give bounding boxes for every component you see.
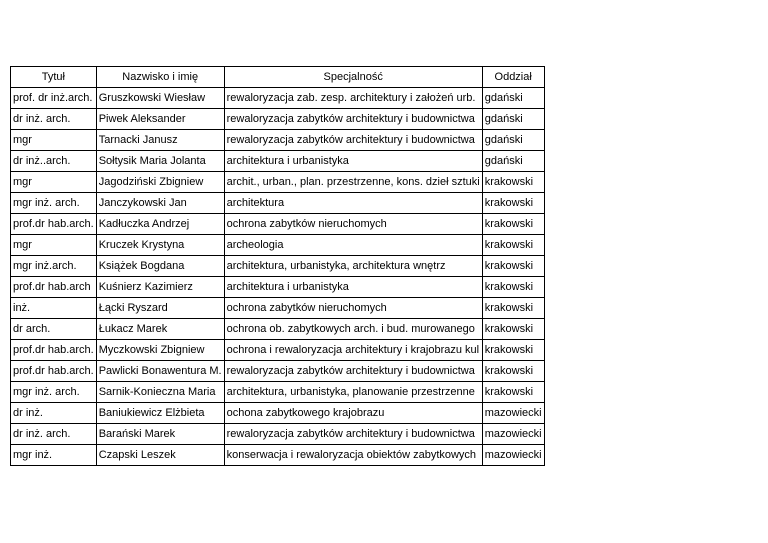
- cell-specialty: rewaloryzacja zabytków architektury i budownictwa: [224, 424, 482, 445]
- cell-name: Kruczek Krystyna: [96, 235, 224, 256]
- cell-title: mgr inż.: [11, 445, 97, 466]
- cell-title: mgr: [11, 130, 97, 151]
- cell-specialty: rewaloryzacja zab. zesp. architektury i założeń urb.: [224, 88, 482, 109]
- cell-title: mgr inż.arch.: [11, 256, 97, 277]
- cell-name: Janczykowski Jan: [96, 193, 224, 214]
- cell-name: Myczkowski Zbigniew: [96, 340, 224, 361]
- cell-branch: mazowiecki: [482, 445, 544, 466]
- cell-branch: mazowiecki: [482, 403, 544, 424]
- table-row: [11, 277, 545, 298]
- cell-title: dr inż.: [11, 403, 97, 424]
- cell-specialty: architektura, urbanistyka, planowanie przestrzenne: [224, 382, 482, 403]
- cell-name: Kadłuczka Andrzej: [96, 214, 224, 235]
- cell-branch: krakowski: [482, 214, 544, 235]
- cell-name: Piwek Aleksander: [96, 109, 224, 130]
- table-row: [11, 298, 545, 319]
- cell-specialty: architektura i urbanistyka: [224, 151, 482, 172]
- table-row: [11, 151, 545, 172]
- cell-branch: gdański: [482, 88, 544, 109]
- table-row: [11, 172, 545, 193]
- header-branch: Oddział: [482, 67, 544, 88]
- cell-name: Sołtysik Maria Jolanta: [96, 151, 224, 172]
- cell-name: Pawlicki Bonawentura M.: [96, 361, 224, 382]
- table-row: [11, 403, 545, 424]
- cell-title: prof. dr inż.arch.: [11, 88, 97, 109]
- header-specialty: Specjalność: [224, 67, 482, 88]
- cell-name: Jagodziński Zbigniew: [96, 172, 224, 193]
- cell-title: dr inż..arch.: [11, 151, 97, 172]
- cell-branch: mazowiecki: [482, 424, 544, 445]
- table-row: [11, 256, 545, 277]
- cell-specialty: architektura, urbanistyka, architektura wnętrz: [224, 256, 482, 277]
- cell-specialty: rewaloryzacja zabytków architektury i budownictwa: [224, 130, 482, 151]
- cell-title: mgr: [11, 172, 97, 193]
- cell-title: mgr inż. arch.: [11, 382, 97, 403]
- table-body: [11, 88, 545, 466]
- cell-title: dr arch.: [11, 319, 97, 340]
- cell-branch: krakowski: [482, 319, 544, 340]
- table-row: [11, 382, 545, 403]
- cell-branch: krakowski: [482, 382, 544, 403]
- cell-name: Sarnik-Konieczna Maria: [96, 382, 224, 403]
- cell-specialty: ochrona zabytków nieruchomych: [224, 214, 482, 235]
- cell-title: dr inż. arch.: [11, 109, 97, 130]
- cell-branch: gdański: [482, 109, 544, 130]
- table-row: [11, 235, 545, 256]
- cell-name: Tarnacki Janusz: [96, 130, 224, 151]
- cell-specialty: konserwacja i rewaloryzacja obiektów zabytkowych: [224, 445, 482, 466]
- cell-branch: krakowski: [482, 256, 544, 277]
- cell-title: inż.: [11, 298, 97, 319]
- cell-branch: krakowski: [482, 361, 544, 382]
- cell-branch: krakowski: [482, 298, 544, 319]
- table-row: [11, 214, 545, 235]
- table-row: [11, 88, 545, 109]
- cell-specialty: architektura i urbanistyka: [224, 277, 482, 298]
- cell-name: Baniukiewicz Elżbieta: [96, 403, 224, 424]
- cell-branch: krakowski: [482, 277, 544, 298]
- cell-name: Barański Marek: [96, 424, 224, 445]
- table-row: [11, 319, 545, 340]
- cell-branch: krakowski: [482, 235, 544, 256]
- table-row: [11, 193, 545, 214]
- cell-title: mgr inż. arch.: [11, 193, 97, 214]
- cell-name: Czapski Leszek: [96, 445, 224, 466]
- table-row: [11, 130, 545, 151]
- header-title: Tytuł: [11, 67, 97, 88]
- cell-name: Łącki Ryszard: [96, 298, 224, 319]
- cell-title: dr inż. arch.: [11, 424, 97, 445]
- cell-title: prof.dr hab.arch.: [11, 340, 97, 361]
- cell-specialty: ochrona zabytków nieruchomych: [224, 298, 482, 319]
- cell-branch: krakowski: [482, 172, 544, 193]
- cell-name: Łukacz Marek: [96, 319, 224, 340]
- table-row: [11, 424, 545, 445]
- table-row: [11, 340, 545, 361]
- cell-title: prof.dr hab.arch.: [11, 214, 97, 235]
- cell-title: mgr: [11, 235, 97, 256]
- cell-name: Kuśnierz Kazimierz: [96, 277, 224, 298]
- cell-name: Gruszkowski Wiesław: [96, 88, 224, 109]
- table-row: [11, 361, 545, 382]
- cell-branch: gdański: [482, 151, 544, 172]
- cell-specialty: archit., urban., plan. przestrzenne, kons. dzieł sztuki: [224, 172, 482, 193]
- cell-branch: krakowski: [482, 340, 544, 361]
- cell-specialty: ochrona i rewaloryzacja architektury i krajobrazu kul: [224, 340, 482, 361]
- experts-table: [10, 66, 545, 466]
- cell-title: prof.dr hab.arch: [11, 277, 97, 298]
- cell-branch: gdański: [482, 130, 544, 151]
- header-row: [11, 67, 545, 88]
- cell-name: Książek Bogdana: [96, 256, 224, 277]
- cell-specialty: ochona zabytkowego krajobrazu: [224, 403, 482, 424]
- cell-specialty: rewaloryzacja zabytków architektury i budownictwa: [224, 109, 482, 130]
- cell-specialty: architektura: [224, 193, 482, 214]
- cell-specialty: ochrona ob. zabytkowych arch. i bud. murowanego: [224, 319, 482, 340]
- cell-specialty: archeologia: [224, 235, 482, 256]
- cell-branch: krakowski: [482, 193, 544, 214]
- cell-title: prof.dr hab.arch.: [11, 361, 97, 382]
- table-row: [11, 109, 545, 130]
- cell-specialty: rewaloryzacja zabytków architektury i budownictwa: [224, 361, 482, 382]
- table-row: [11, 445, 545, 466]
- header-name: Nazwisko i imię: [96, 67, 224, 88]
